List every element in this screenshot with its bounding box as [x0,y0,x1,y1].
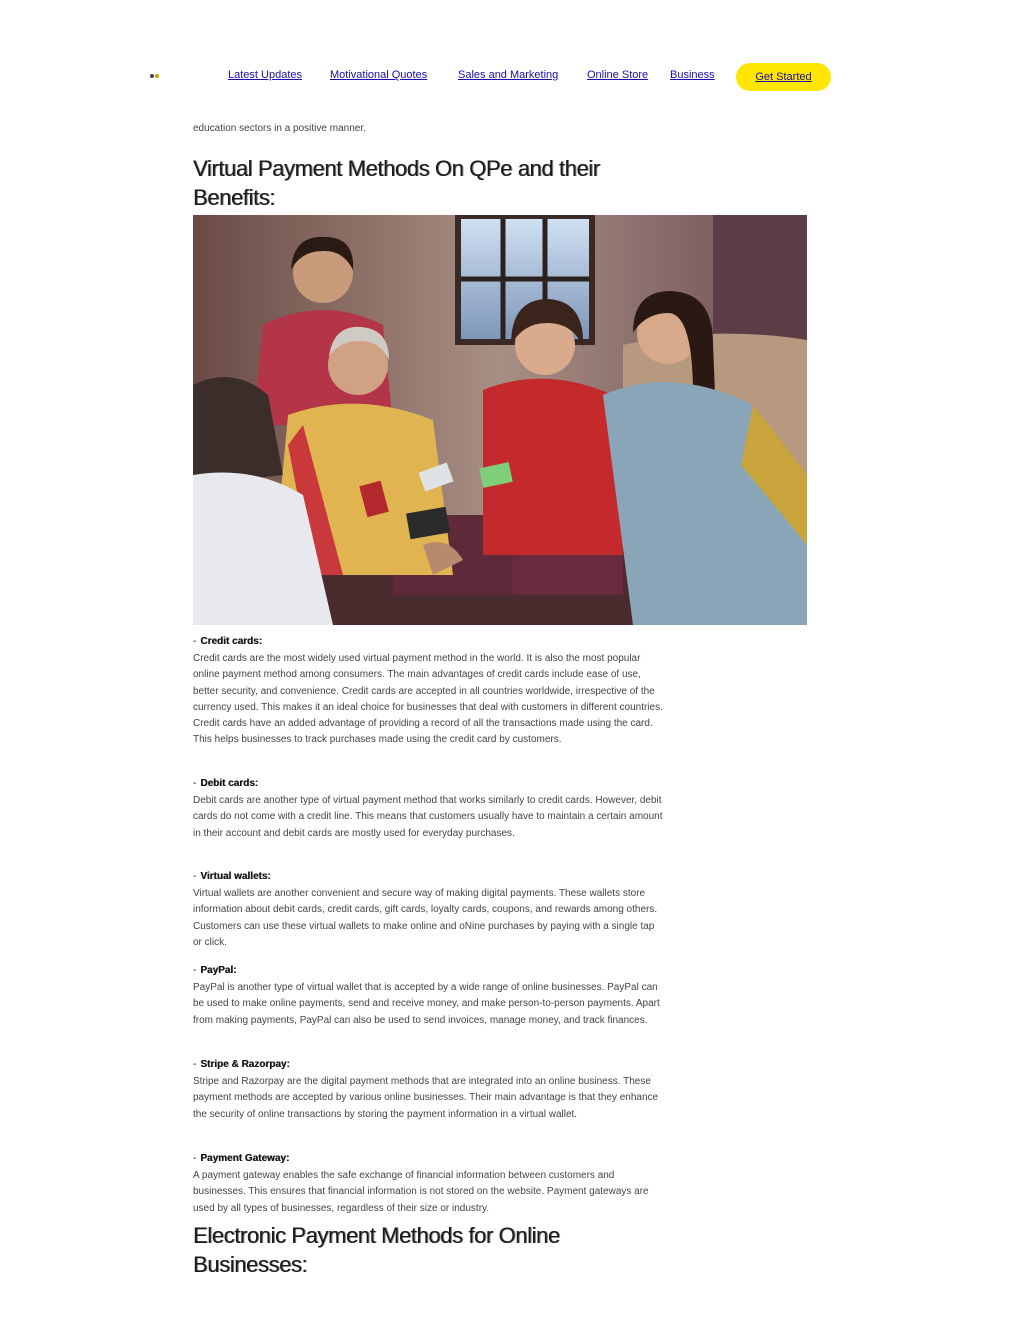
section-title: - Credit cards: [193,636,263,647]
heading-electronic-payment-methods: Electronic Payment Methods for Online Businesses: [193,1223,560,1277]
section-payment-gateway [193,1152,665,1217]
section-body: PayPal is another type of virtual wallet that is accepted by a wide range of online businesses. PayPal can be used to make online payments, send and receive money, and make person-to-person payments. Apart from making payments, PayPal can also be used to send invoices, manage money, and track finances. [193,982,660,1026]
section-body: Virtual wallets are another convenient and secure way of making digital payments. These wallets store information about debit cards, credit cards, gift cards, loyalty cards, coupons, and rewards among others. Customers can use these virtual wallets to make online and oNine purchases by paying with a single tap or click. [193,888,658,948]
site-logo-icon[interactable] [150,73,160,79]
intro-text: education sectors in a positive manner. [193,123,366,134]
section-virtual-wallets [193,870,665,951]
nav-link-business[interactable]: Business [670,69,715,81]
section-title: - Stripe & Razorpay: [193,1059,290,1070]
nav-link-online-store[interactable]: Online Store [587,69,649,81]
article-photo [193,215,807,625]
heading-virtual-payment-methods: Virtual Payment Methods On QPe and their Benefits: [193,156,600,210]
nav-link-latest-updates[interactable]: Latest Updates [228,69,302,81]
get-started-button[interactable]: Get Started [736,63,831,91]
section-title: - Debit cards: [193,778,259,789]
section-body: Debit cards are another type of virtual payment method that works similarly to credit cards. However, debit cards do not come with a credit line. This means that customers usually have to maintain a certain amount in their account and debit cards are mostly used for everyday purchases. [193,795,663,839]
section-title: - PayPal: [193,965,237,976]
section-credit-cards [193,635,665,749]
section-body: A payment gateway enables the safe exchange of financial information between customers and businesses. This ensures that financial information is not stored on the website. Payment gateways are used by all types of businesses, regardless of their size or industry. [193,1170,649,1214]
section-stripe-razorpay [193,1058,665,1123]
section-body: Stripe and Razorpay are the digital payment methods that are integrated into an online business. These payment methods are accepted by various online businesses. Their main advantage is that they enhance the security of online transactions by storing the payment information in a virtual wallet. [193,1076,659,1120]
section-debit-cards [193,777,665,842]
section-body: Credit cards are the most widely used virtual payment method in the world. It is also the most popular online payment method among consumers. The main advantages of credit cards include ease of use, better security, and convenience. Credit cards are accepted in all countries worldwide, irrespective of the currency used. This makes it an ideal choice for businesses that deal with customers in different countries. Credit cards have an added advantage of providing a record of all the transactions made using the card. This helps businesses to track purchases made using the credit card by customers. [193,653,663,746]
section-title: - Virtual wallets: [193,871,271,882]
section-title: - Payment Gateway: [193,1153,290,1164]
nav-link-motivational-quotes[interactable]: Motivational Quotes [330,69,428,81]
nav-link-sales-and-marketing[interactable]: Sales and Marketing [458,69,559,81]
family-shopping-photo [193,215,807,625]
section-paypal [193,964,665,1029]
